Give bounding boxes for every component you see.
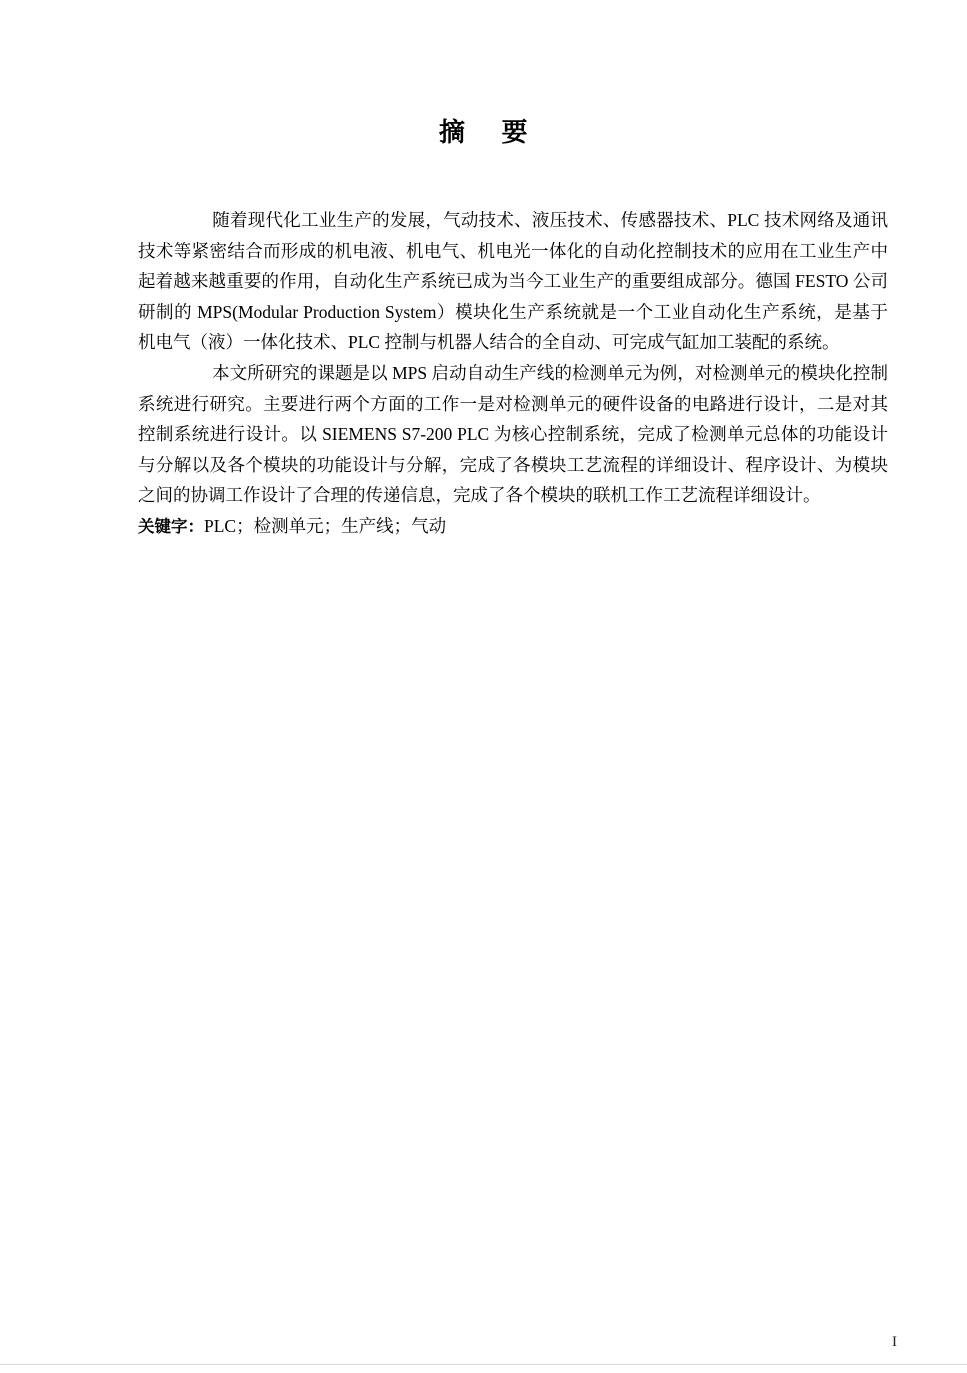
paragraph-2 — [138, 358, 888, 511]
abstract-body — [138, 205, 888, 560]
page-title — [0, 112, 967, 149]
page-title-char-2: 要 — [501, 118, 529, 148]
page-title-char-1: 摘 — [438, 118, 466, 148]
keywords-value: PLC；检测单元；生产线；气动 — [204, 515, 447, 536]
keywords-label: 关键字： — [138, 516, 204, 536]
footer-divider — [0, 1364, 967, 1365]
paragraph-2-text: 本文所研究的课题是以 MPS 启动自动生产线的检测单元为例，对检测单元的模块化控制系统进行研究。主要进行两个方面的工作一是对检测单元的硬件设备的电路进行设计，二是对其控制系统进行设计。以 SIEMENS S7-200 PLC 为核心控制系统，完成了检测单元总体的功能设计与分解以及各个模块的功能设计与分解，完成了各模块工艺流程的详细设计、程序设计、为模块之间的协调工作设计了合理的传递信息，完成了各个模块的联机工作工艺流程详细设计。 — [138, 362, 888, 506]
page-number: I — [892, 1334, 897, 1350]
paragraph-1-text: 随着现代化工业生产的发展，气动技术、液压技术、传感器技术、PLC 技术网络及通讯技术等紧密结合而形成的机电液、机电气、机电光一体化的自动化控制技术的应用在工业生产中起着越来越重要的作用，自动化生产系统已成为当今工业生产的重要组成部分。德国 FESTO 公司研制的 MPS(Modular Production System）模块化生产系统就是一个工业自动化生产系统，是基于机电气（液）一体化技术、PLC 控制与机器人结合的全自动、可完成气缸加工装配的系统。 — [138, 210, 888, 353]
keywords-line — [138, 511, 888, 543]
paragraph-1 — [138, 205, 888, 358]
